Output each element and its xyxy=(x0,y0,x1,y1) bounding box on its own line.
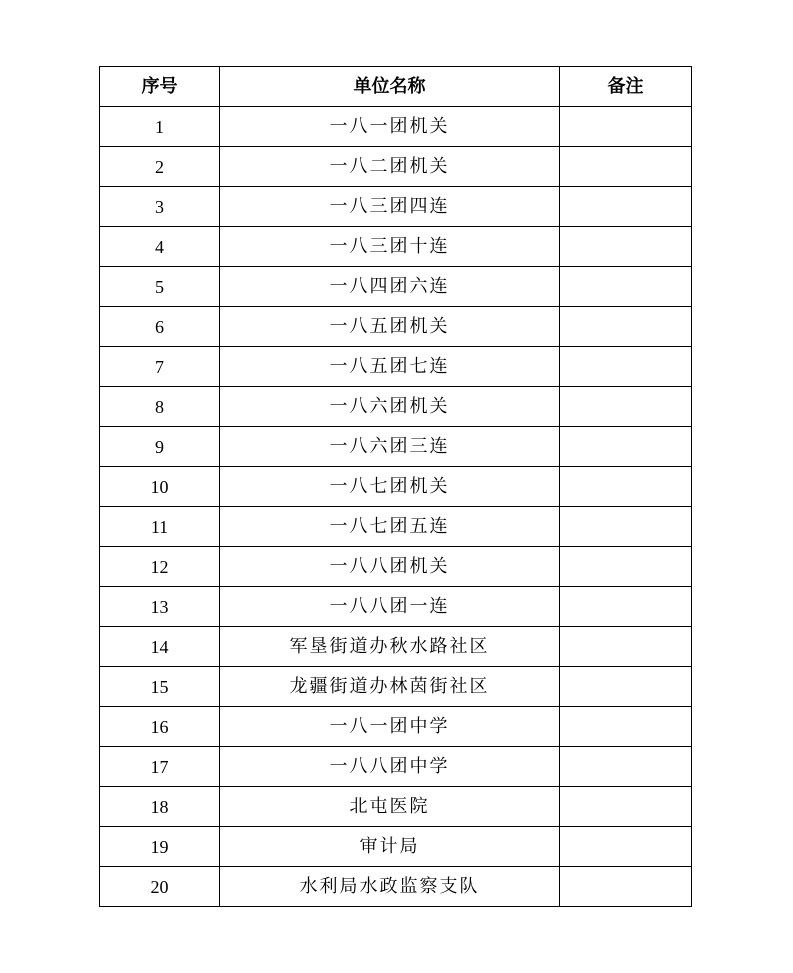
unit-name-cell: 一八五团机关 xyxy=(220,307,560,347)
remark-cell xyxy=(560,267,692,307)
row-number-cell: 8 xyxy=(100,387,220,427)
remark-cell xyxy=(560,187,692,227)
row-number-cell: 6 xyxy=(100,307,220,347)
remark-cell xyxy=(560,827,692,867)
row-number-cell: 10 xyxy=(100,467,220,507)
table-row xyxy=(100,267,692,307)
table-row xyxy=(100,787,692,827)
remark-cell xyxy=(560,347,692,387)
row-number-cell: 4 xyxy=(100,227,220,267)
table-body xyxy=(100,107,692,907)
row-number-cell: 1 xyxy=(100,107,220,147)
table-row xyxy=(100,467,692,507)
unit-name-cell: 一八一团机关 xyxy=(220,107,560,147)
row-number-cell: 2 xyxy=(100,147,220,187)
table-row xyxy=(100,307,692,347)
unit-name-cell: 一八七团机关 xyxy=(220,467,560,507)
table-row xyxy=(100,707,692,747)
table-row xyxy=(100,827,692,867)
unit-name-cell: 一八二团机关 xyxy=(220,147,560,187)
unit-name-cell: 一八七团五连 xyxy=(220,507,560,547)
remark-cell xyxy=(560,107,692,147)
remark-cell xyxy=(560,147,692,187)
unit-name-cell: 一八三团十连 xyxy=(220,227,560,267)
header-row xyxy=(100,67,692,107)
table-row xyxy=(100,227,692,267)
remark-cell xyxy=(560,787,692,827)
table-row xyxy=(100,867,692,907)
unit-name-cell: 一八六团三连 xyxy=(220,427,560,467)
table-row xyxy=(100,427,692,467)
unit-name-cell: 龙疆街道办林茵街社区 xyxy=(220,667,560,707)
row-number-cell: 3 xyxy=(100,187,220,227)
row-number-cell: 14 xyxy=(100,627,220,667)
row-number-cell: 16 xyxy=(100,707,220,747)
unit-name-cell: 审计局 xyxy=(220,827,560,867)
row-number-cell: 12 xyxy=(100,547,220,587)
remark-cell xyxy=(560,667,692,707)
table-row xyxy=(100,627,692,667)
row-number-cell: 20 xyxy=(100,867,220,907)
row-number-cell: 7 xyxy=(100,347,220,387)
table-row xyxy=(100,347,692,387)
unit-name-cell: 军垦街道办秋水路社区 xyxy=(220,627,560,667)
row-number-cell: 17 xyxy=(100,747,220,787)
table-row xyxy=(100,587,692,627)
table-row xyxy=(100,507,692,547)
unit-name-cell: 一八五团七连 xyxy=(220,347,560,387)
row-number-cell: 15 xyxy=(100,667,220,707)
row-number-cell: 9 xyxy=(100,427,220,467)
unit-name-cell: 水利局水政监察支队 xyxy=(220,867,560,907)
unit-table xyxy=(99,66,692,907)
row-number-cell: 11 xyxy=(100,507,220,547)
remark-cell xyxy=(560,227,692,267)
table-row xyxy=(100,547,692,587)
remark-cell xyxy=(560,587,692,627)
row-number-cell: 19 xyxy=(100,827,220,867)
table-row xyxy=(100,187,692,227)
remark-cell xyxy=(560,547,692,587)
unit-name-cell: 北屯医院 xyxy=(220,787,560,827)
remark-cell xyxy=(560,467,692,507)
remark-cell xyxy=(560,507,692,547)
remark-cell xyxy=(560,307,692,347)
remark-cell xyxy=(560,387,692,427)
unit-name-cell: 一八八团一连 xyxy=(220,587,560,627)
table-header xyxy=(100,67,692,107)
unit-name-cell: 一八三团四连 xyxy=(220,187,560,227)
header-note: 备注 xyxy=(560,67,692,107)
remark-cell xyxy=(560,427,692,467)
unit-name-cell: 一八四团六连 xyxy=(220,267,560,307)
unit-name-cell: 一八一团中学 xyxy=(220,707,560,747)
remark-cell xyxy=(560,747,692,787)
table-row xyxy=(100,667,692,707)
row-number-cell: 18 xyxy=(100,787,220,827)
remark-cell xyxy=(560,867,692,907)
row-number-cell: 13 xyxy=(100,587,220,627)
table-row xyxy=(100,747,692,787)
remark-cell xyxy=(560,627,692,667)
remark-cell xyxy=(560,707,692,747)
unit-name-cell: 一八八团机关 xyxy=(220,547,560,587)
header-no: 序号 xyxy=(100,67,220,107)
row-number-cell: 5 xyxy=(100,267,220,307)
table-row xyxy=(100,387,692,427)
unit-name-cell: 一八八团中学 xyxy=(220,747,560,787)
table-row xyxy=(100,107,692,147)
unit-name-cell: 一八六团机关 xyxy=(220,387,560,427)
table-row xyxy=(100,147,692,187)
header-name: 单位名称 xyxy=(220,67,560,107)
